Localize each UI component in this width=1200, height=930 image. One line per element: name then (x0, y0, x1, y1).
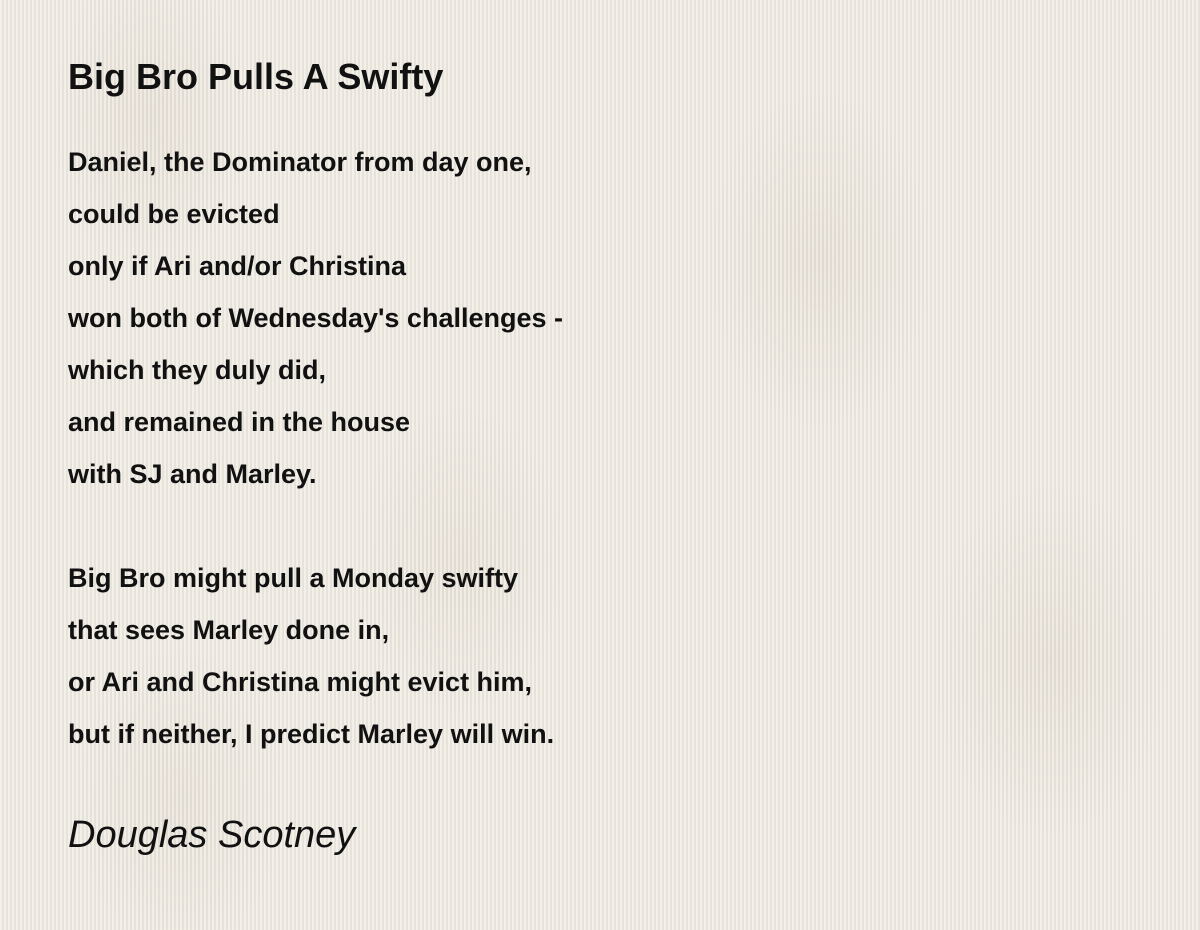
poem-line: Big Bro might pull a Monday swifty (68, 563, 519, 593)
stanza-1 (68, 136, 1148, 500)
poem-line: which they duly did, (68, 355, 327, 385)
poem-line: that sees Marley done in, (68, 615, 390, 645)
poem-author: Douglas Scotney (68, 814, 356, 856)
stanza-2 (68, 552, 1148, 760)
poem-line: but if neither, I predict Marley will win. (68, 719, 555, 749)
poem-line: only if Ari and/or Christina (68, 251, 407, 281)
poem-card (68, 54, 1148, 858)
poem-line: or Ari and Christina might evict him, (68, 667, 533, 697)
poem-line: with SJ and Marley. (68, 459, 317, 489)
poem-line: Daniel, the Dominator from day one, (68, 147, 532, 177)
poem-title: Big Bro Pulls A Swifty (68, 56, 444, 97)
poem-line: and remained in the house (68, 407, 411, 437)
poem-line: won both of Wednesday's challenges - (68, 303, 563, 333)
poem-line: could be evicted (68, 199, 280, 229)
